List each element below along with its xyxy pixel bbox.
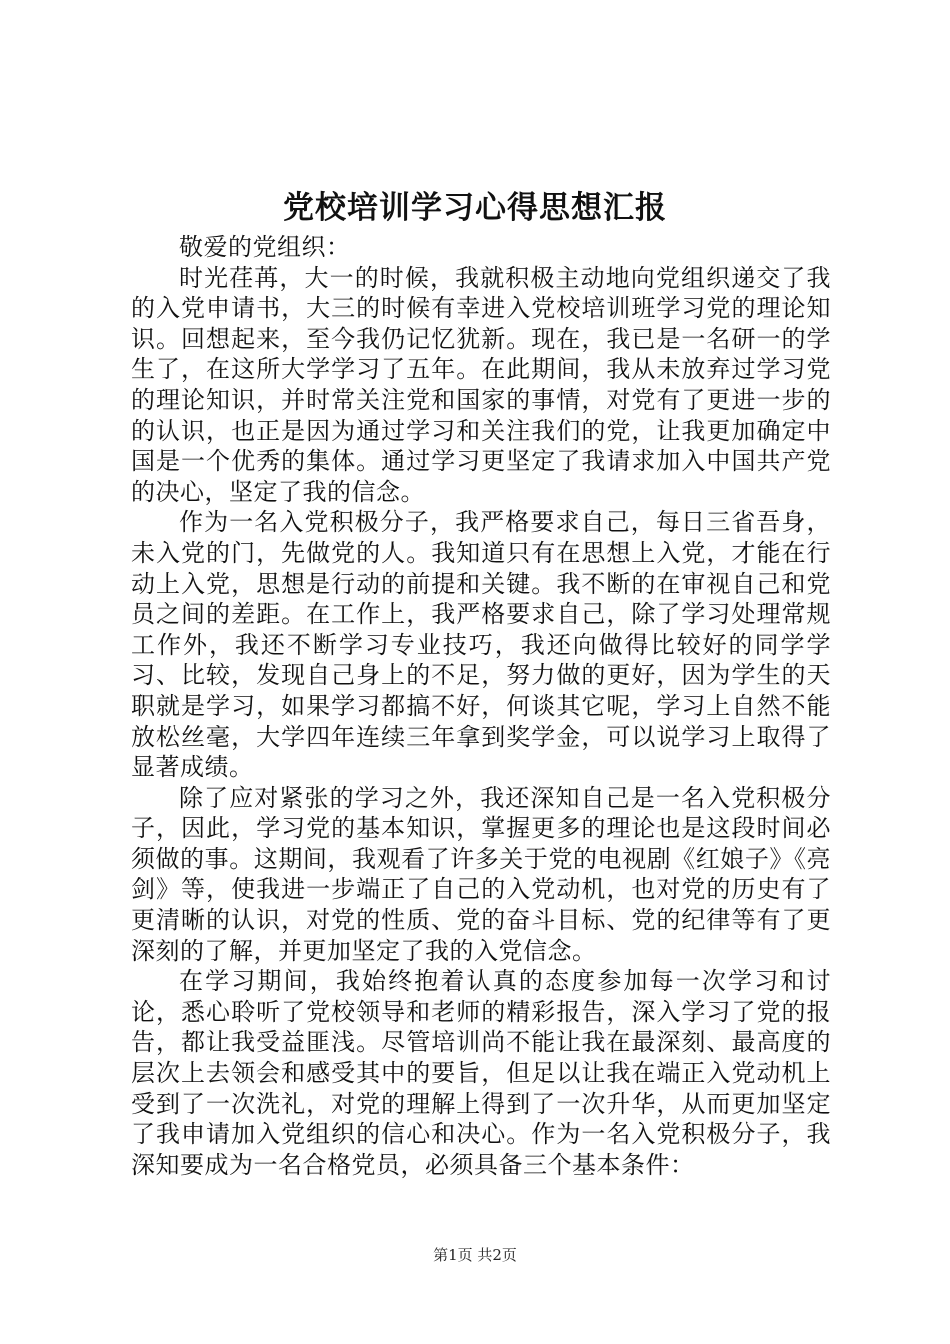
paragraph-3: 除了应对紧张的学习之外，我还深知自己是一名入党积极分子，因此，学习党的基本知识，掌握更多的理论也是这段时间必须做的事。这期间，我观看了许多关于党的电视剧《红娘子》《亮剑》等，使我进一步端正了自己的入党动机，也对党的历史有了更清晰的认识，对党的性质、党的奋斗目标、党的纪律等有了更深刻的了解，并更加坚定了我的入党信念。 (131, 783, 831, 965)
document-title: 党校培训学习心得思想汇报 (283, 190, 667, 226)
paragraph-1: 时光荏苒，大一的时候，我就积极主动地向党组织递交了我的入党申请书，大三的时候有幸进入党校培训班学习党的理论知识。回想起来，至今我仍记忆犹新。现在，我已是一名研一的学生了，在这所大学学习了五年。在此期间，我从未放弃过学习党的理论知识，并时常关注党和国家的事情，对党有了更进一步的的认识，也正是因为通过学习和关注我们的党，让我更加确定中国是一个优秀的集体。通过学习更坚定了我请求加入中国共产党的决心，坚定了我的信念。 (131, 263, 831, 506)
salutation: 敬爱的党组织： (179, 233, 351, 261)
paragraph-2: 作为一名入党积极分子，我严格要求自己，每日三省吾身，未入党的门，先做党的人。我知道只有在思想上入党，才能在行动上入党，思想是行动的前提和关键。我不断的在审视自己和党员之间的差距。在工作上，我严格要求自己，除了学习处理常规工作外，我还不断学习专业技巧，我还向做得比较好的同学学习、比较，发现自己身上的不足，努力做的更好，因为学生的天职就是学习，如果学习都搞不好，何谈其它呢，学习上自然不能放松丝毫，大学四年连续三年拿到奖学金，可以说学习上取得了显著成绩。 (131, 508, 831, 782)
page-footer: 第1页 共2页 (433, 1246, 517, 1264)
document-body (131, 232, 831, 1180)
paragraph-4: 在学习期间，我始终抱着认真的态度参加每一次学习和讨论，悉心聆听了党校领导和老师的精彩报告，深入学习了党的报告，都让我受益匪浅。尽管培训尚不能让我在最深刻、最高度的层次上去领会和感受其中的要旨，但足以让我在端正入党动机上受到了一次洗礼，对党的理解上得到了一次升华，从而更加坚定了我申请加入党组织的信心和决心。作为一名入党积极分子，我深知要成为一名合格党员，必须具备三个基本条件： (131, 967, 831, 1179)
